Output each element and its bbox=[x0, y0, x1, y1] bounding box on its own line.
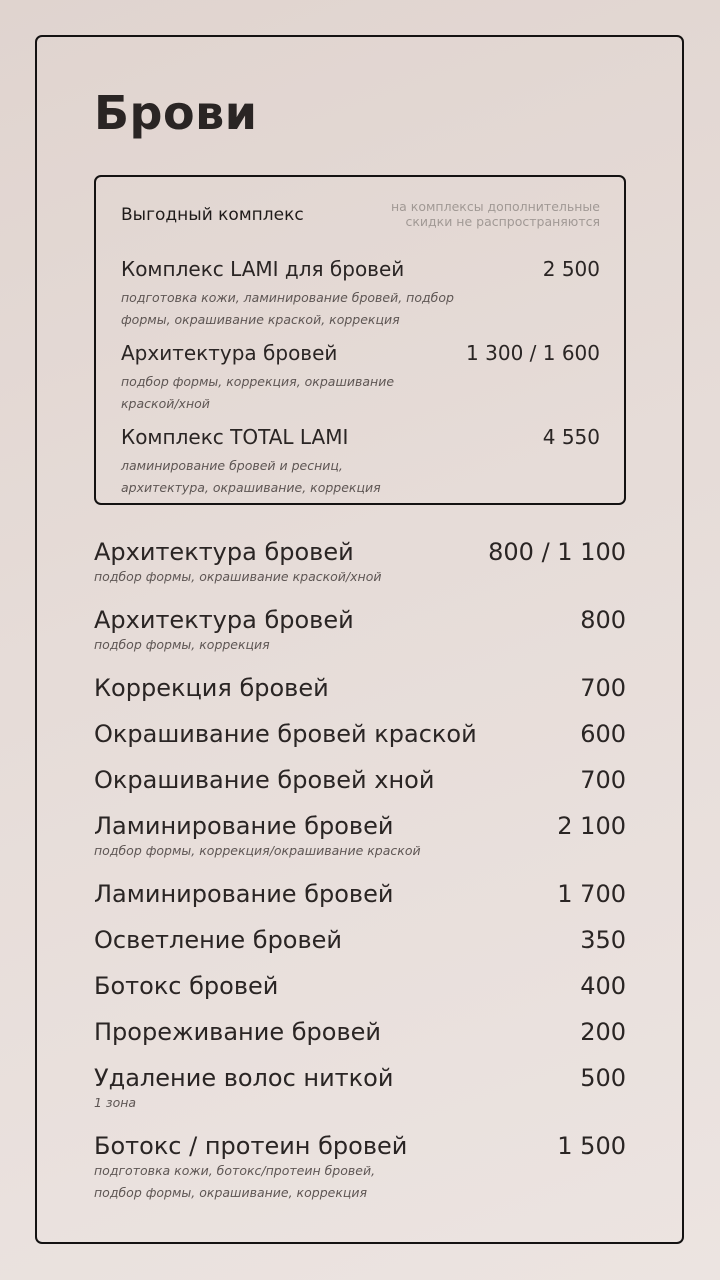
service-name: Ботокс / протеин бровей bbox=[94, 1132, 408, 1160]
combo-item-name: Комплекс TOTAL LAMI bbox=[121, 425, 349, 449]
service-row bbox=[94, 1018, 626, 1046]
service-price: 500 bbox=[580, 1064, 626, 1092]
service-name: Коррекция бровей bbox=[94, 674, 329, 702]
service-name: Окрашивание бровей краской bbox=[94, 720, 477, 748]
service-row bbox=[94, 1064, 626, 1114]
page-title: Брови bbox=[94, 86, 258, 140]
service-desc: 1 зона bbox=[94, 1095, 137, 1110]
combo-item bbox=[121, 341, 600, 415]
service-row bbox=[94, 538, 626, 588]
service-row bbox=[94, 766, 626, 794]
service-price: 2 100 bbox=[557, 812, 626, 840]
service-desc: подбор формы, окрашивание краской/хной bbox=[94, 569, 382, 584]
combo-item-desc: ламинирование бровей и ресниц, архитектура, окрашивание, коррекция bbox=[121, 458, 381, 495]
service-price: 200 bbox=[580, 1018, 626, 1046]
combo-item bbox=[121, 425, 600, 499]
combo-box bbox=[94, 175, 626, 505]
service-name: Ламинирование бровей bbox=[94, 812, 394, 840]
service-row bbox=[94, 972, 626, 1000]
service-row bbox=[94, 606, 626, 656]
service-price: 800 bbox=[580, 606, 626, 634]
service-price: 700 bbox=[580, 674, 626, 702]
service-price: 700 bbox=[580, 766, 626, 794]
service-name: Ботокс бровей bbox=[94, 972, 279, 1000]
service-name: Прореживание бровей bbox=[94, 1018, 381, 1046]
service-desc: подбор формы, коррекция/окрашивание краской bbox=[94, 843, 421, 858]
service-desc: подбор формы, коррекция bbox=[94, 637, 270, 652]
service-price: 800 / 1 100 bbox=[488, 538, 626, 566]
service-name: Удаление волос ниткой bbox=[94, 1064, 394, 1092]
combo-item-name: Комплекс LAMI для бровей bbox=[121, 257, 405, 281]
service-price: 350 bbox=[580, 926, 626, 954]
service-row bbox=[94, 926, 626, 954]
combo-item bbox=[121, 257, 600, 331]
combo-item-price: 2 500 bbox=[542, 257, 600, 281]
combo-item-price: 4 550 bbox=[542, 425, 600, 449]
service-price: 1 700 bbox=[557, 880, 626, 908]
service-row bbox=[94, 720, 626, 748]
combo-item-name: Архитектура бровей bbox=[121, 341, 338, 365]
service-name: Осветление бровей bbox=[94, 926, 342, 954]
combo-item-desc: подготовка кожи, ламинирование бровей, подбор формы, окрашивание краской, коррекция bbox=[121, 290, 454, 327]
service-price: 1 500 bbox=[557, 1132, 626, 1160]
service-price: 400 bbox=[580, 972, 626, 1000]
combo-note: на комплексы дополнительные скидки не распространяются bbox=[390, 199, 600, 229]
service-name: Ламинирование бровей bbox=[94, 880, 394, 908]
service-name: Архитектура бровей bbox=[94, 538, 354, 566]
combo-item-desc: подбор формы, коррекция, окрашивание краской/хной bbox=[121, 374, 395, 411]
service-name: Архитектура бровей bbox=[94, 606, 354, 634]
combo-item-price: 1 300 / 1 600 bbox=[466, 341, 600, 365]
service-desc: подготовка кожи, ботокс/протеин бровей, подбор формы, окрашивание, коррекция bbox=[94, 1163, 376, 1200]
service-price: 600 bbox=[580, 720, 626, 748]
service-row bbox=[94, 880, 626, 908]
service-row bbox=[94, 812, 626, 862]
service-row bbox=[94, 674, 626, 702]
combo-title: Выгодный комплекс bbox=[121, 205, 304, 225]
service-name: Окрашивание бровей хной bbox=[94, 766, 435, 794]
service-row bbox=[94, 1132, 626, 1204]
